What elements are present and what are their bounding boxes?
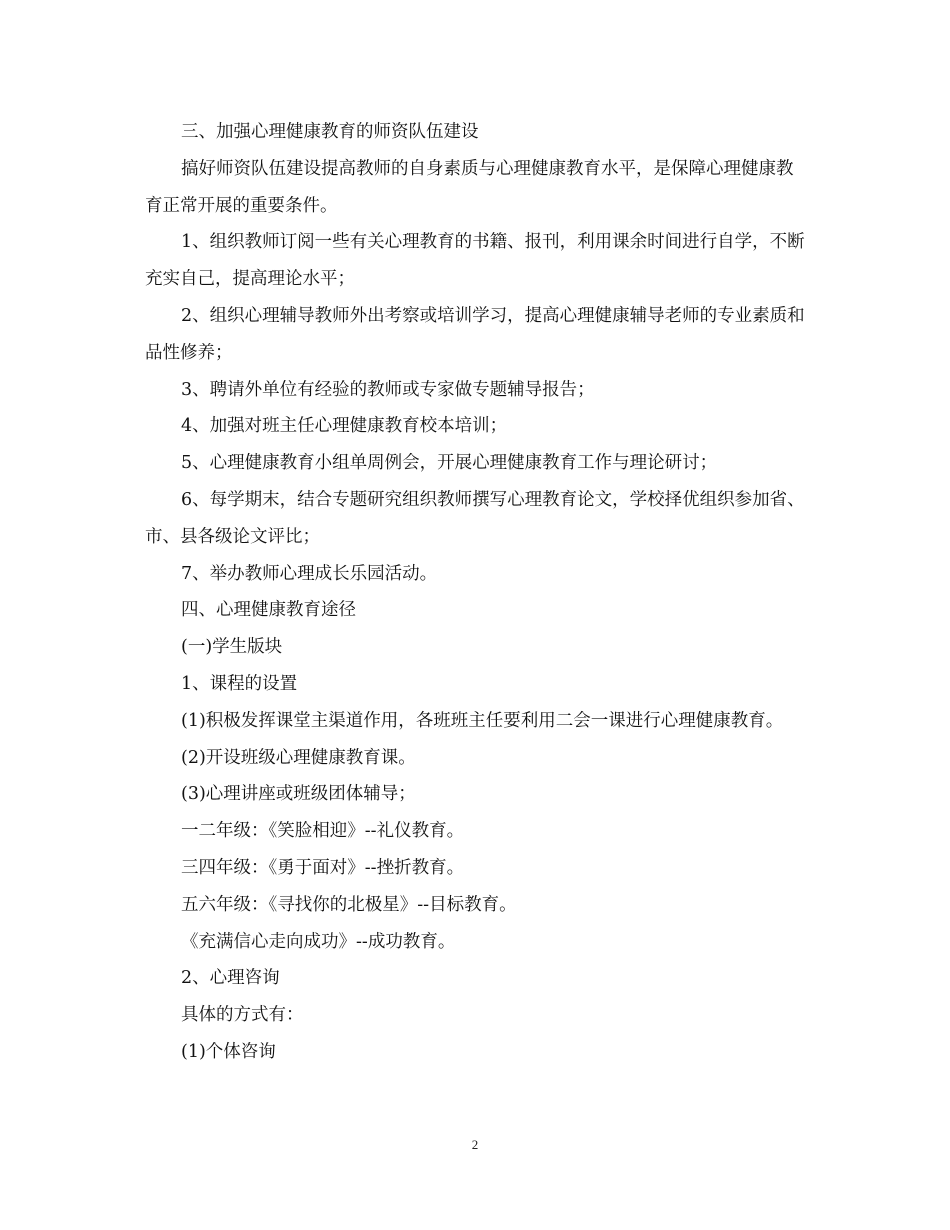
- list-item: (2)开设班级心理健康教育课。: [181, 747, 416, 768]
- list-item: (3)心理讲座或班级团体辅导；: [181, 784, 416, 805]
- list-item: 6、每学期末，结合专题研究组织教师撰写心理教育论文，学校择优组织参加省、市、县各级论文评比；: [145, 489, 805, 547]
- list-item: 3、聘请外单位有经验的教师或专家做专题辅导报告；: [181, 379, 595, 400]
- list-item: 7、举办教师心理成长乐园活动。: [181, 563, 438, 584]
- list-item: 2、组织心理辅导教师外出考察或培训学习，提高心理健康辅导老师的专业素质和品性修养；: [145, 305, 805, 363]
- document-body: [145, 114, 810, 1071]
- sub-heading: 1、课程的设置: [181, 673, 298, 694]
- list-item: 5、心理健康教育小组单周例会，开展心理健康教育工作与理论研讨；: [181, 453, 718, 474]
- paragraph: 具体的方式有：: [181, 1005, 304, 1026]
- grade-topic: 一二年级：《笑脸相迎》--礼仪教育。: [181, 821, 465, 842]
- page-number: 2: [471, 1137, 479, 1152]
- list-item: 4、加强对班主任心理健康教育校本培训；: [181, 416, 508, 437]
- grade-topic: 五六年级：《寻找你的北极星》--目标教育。: [181, 894, 517, 915]
- list-item: (1)积极发挥课堂主渠道作用，各班班主任要利用二会一课进行心理健康教育。: [181, 710, 784, 731]
- list-item: 1、组织教师订阅一些有关心理教育的书籍、报刊，利用课余时间进行自学，不断充实自己，提高理论水平；: [145, 232, 805, 290]
- sub-heading: 2、心理咨询: [181, 968, 280, 989]
- section-heading-3: 三、加强心理健康教育的师资队伍建设: [181, 122, 479, 142]
- grade-topic: 三四年级：《勇于面对》--挫折教育。: [181, 857, 465, 878]
- section-heading-4: 四、心理健康教育途径: [181, 600, 356, 621]
- grade-topic: 《充满信心走向成功》--成功教育。: [181, 931, 456, 952]
- list-item: (1)个体咨询: [181, 1041, 276, 1062]
- paragraph: 搞好师资队伍建设提高教师的自身素质与心理健康教育水平，是保障心理健康教育正常开展的重要条件。: [145, 158, 794, 216]
- subsection-heading: (一)学生版块: [181, 637, 283, 658]
